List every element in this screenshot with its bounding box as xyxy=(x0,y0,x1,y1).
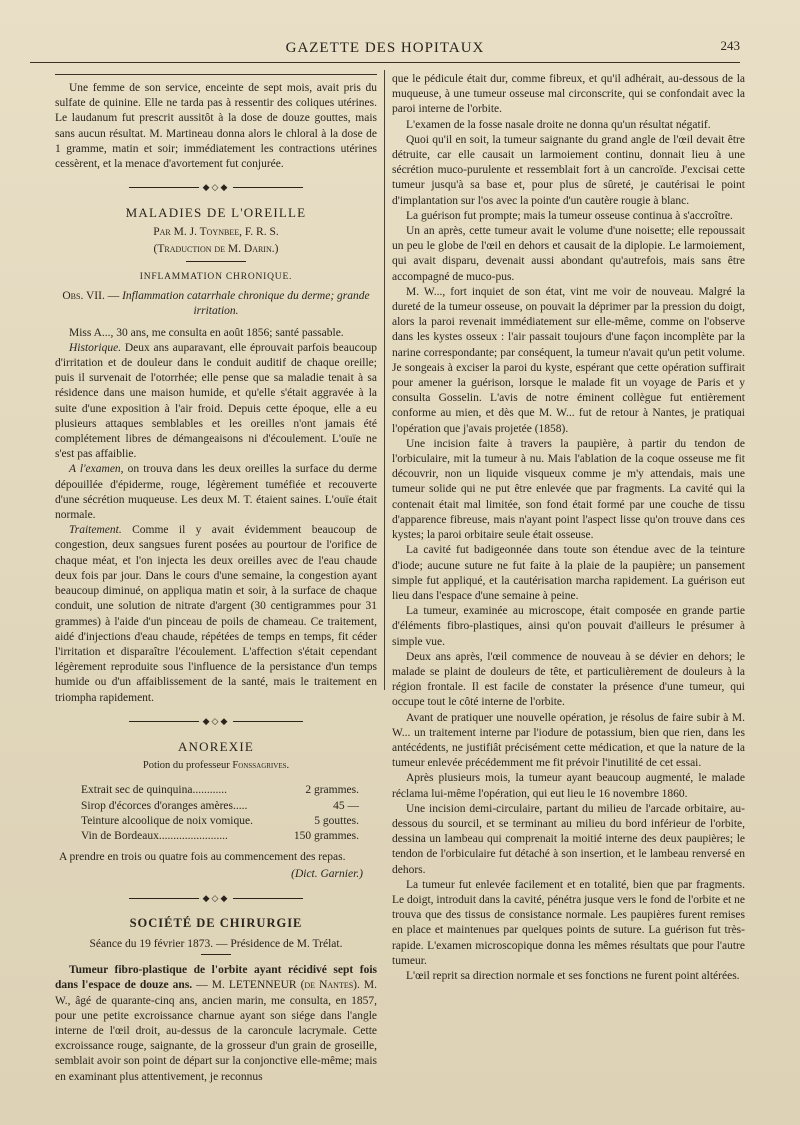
right-column xyxy=(392,72,745,984)
top-rule xyxy=(55,74,377,75)
observation-label: Obs. VII. — xyxy=(62,290,120,303)
paragraph: Avant de pratiquer une nouvelle opération, je résolus de faire subir à M. W... un traitement interne par l'iodure de potassium, bien que rien, dans les antécédents, ne justifiât précisément cette médication, et que la nature de la tumeur enlevée précédemment me fit prévoir l'inutilité de cet essai. xyxy=(392,711,745,770)
recipe-row: Sirop d'écorces d'oranges amères..... 45 — xyxy=(81,799,359,812)
paragraph: La tumeur, examinée au microscope, était composée en grande partie d'éléments fibro-plastiques, ainsi qu'on pouvait d'ailleurs le présumer à simple vue. xyxy=(392,605,745,648)
paragraph: L'œil reprit sa direction normale et ses fonctions ne furent point altérées. xyxy=(406,969,740,982)
recipe-note: A prendre en trois ou quatre fois au commencement des repas. xyxy=(59,851,346,864)
potion-subtitle-prefix: Potion du professeur xyxy=(142,760,230,772)
case-text: M. W., âgé de quarante-cinq ans, ancien marin, me consulta, en 1857, pour une petite excroissance charnue ayant son siége dans l'angle interne de l'œil droit, au-dessus de la caroncule lacrymale. Cette excroissance rouge, saignante, de la grosseur d'un grain de groseille, semblait avoir son point de départ sur la conjonctive elle-même; mais en examinant plus attentivement, je reconnus xyxy=(55,979,378,1083)
paragraph: La tumeur fut enlevée facilement et en totalité, bien que par fragments. Le doigt, introduit dans la cavité, pénétra jusque vers le fond de l'orbite et ne trouva que des tissus de consistance normale. Les paupières furent remises en place et maintenues par quelques points de suture. La guérison fut très-rapide. L'examen microscopique donna les mêmes résultats que pour l'autre tumeur. xyxy=(392,878,745,967)
section-author: Par M. J. Toynbee, F. R. S. xyxy=(153,225,279,238)
potion-subtitle xyxy=(55,758,377,773)
paragraph: La guérison fut prompte; mais la tumeur osseuse continua à s'accroître. xyxy=(406,209,733,222)
session-line: Séance du 19 février 1873. — Présidence de M. Trélat. xyxy=(89,937,343,950)
paragraph: Après plusieurs mois, la tumeur ayant beaucoup augmenté, le malade réclama lui-même l'opération, qui eut lieu le 16 novembre 1860. xyxy=(392,772,745,800)
observation-title: Inflammation catarrhale chronique du derme; grande irritation. xyxy=(122,290,370,318)
exam-label: A l'examen, xyxy=(69,463,124,476)
section-title-oreille: MALADIES DE L'OREILLE xyxy=(125,205,307,221)
treatment-label: Traitement. xyxy=(69,524,122,537)
ornament-divider: ◆◇◆ xyxy=(55,891,377,906)
history-label: Historique. xyxy=(69,341,122,354)
paragraph: Une incision faite à travers la paupière, à partir du tendon de l'orbiculaire, mit la tumeur à nu. Mais l'ablation de la coque osseuse me fit découvrir, non un liquide visqueux comme je m'y attendais, mais une tumeur solide qui ne put être enlevée que par fragments. La cavité qui la contenait était mal limitée, son fond était formé par une couche de tissu d'apparence fibreuse, mais n'ayant point l'aspect lisse qu'on trouve dans ces kystes; la paroi orbitaire seule était osseuse. xyxy=(392,437,745,542)
recipe-source: (Dict. Garnier.) xyxy=(291,868,363,881)
paragraph: L'examen de la fosse nasale droite ne donna qu'un résultat négatif. xyxy=(406,118,711,131)
ornament-divider: ◆◇◆ xyxy=(55,714,377,729)
exam-paragraph xyxy=(55,462,377,523)
exam-text: on trouva dans les deux oreilles la surface du derme dépouillée d'épiderme, rouge, légèrement tuméfiée et recouverte d'une sécrétion muqueuse. Les deux M. T. étaient saines. L'ouïe était normale. xyxy=(55,463,377,522)
history-text: Deux ans auparavant, elle éprouvait parfois beaucoup d'irritation et de douleur dans le conduit auditif de chaque oreille; puis il survenait de l'otorrhée; elle pense que sa maladie tenait à sa résidence dans une maison humide, et qu'elle s'était aggravée à la suite d'une exposition à l'air froid. Depuis cette époque, elle a eu plusieurs attaques semblables et les oreilles n'ont jamais été complétement libres de démangeaisons ni d'écoulement. L'ouïe ne s'est pas affaiblie. xyxy=(55,341,377,461)
history-paragraph xyxy=(55,341,377,463)
paragraph: M. W..., fort inquiet de son état, vint me voir de nouveau. Malgré la dureté de la tumeur osseuse, on pouvait la déprimer par la pression du doigt, alors la paroi revenait immédiatement sur elle-même, comme on l'observe dans les kystes osseux : l'air passait toujours d'une façon incomplète par la narine correspondante; par conséquent, la tumeur n'avait qu'un petit volume. Je songeais à exciser la paroi du kyste, espérant que cette opération suffirait pour amener la guérison, lorsque le malade fit un voyage de Paris et y consulta Gosselin. L'avis de notre éminent collègue fut entièrement conforme au mien, et dès que M. W... fut de retour à Nantes, je pratiquai l'opération que j'avais projetée (1858). xyxy=(392,285,745,435)
paragraph: Un an après, cette tumeur avait le volume d'une noisette; elle repoussait un peu le globe de l'œil en dehors et causait de la diplopie. Le larmoiement, qui avait disparu, devenait aussi abondant qu'autrefois, mais sans être accompagné de muco-pus. xyxy=(392,225,745,283)
case-paragraph xyxy=(55,963,377,1085)
section-title-anorexie: ANOREXIE xyxy=(177,738,255,754)
subsection-title: INFLAMMATION CHRONIQUE. xyxy=(139,272,293,283)
column-rule xyxy=(384,70,385,690)
paragraph: Quoi qu'il en soit, la tumeur saignante du grand angle de l'œil devait être détruite, car elle causait un larmoiement continu, donnait lieu à une sécrétion muco-purulente et ressemblait fort à un cancroïde. J'excisai cette tumeur jusqu'à sa base et, pour plus de sûreté, je cautérisai le point d'implantation sur l'os avec la pointe d'un cautère rougie à blanc. xyxy=(392,133,745,207)
case-author: — M. LETENNEUR (de Nantes). xyxy=(196,979,360,992)
paragraph: Deux ans après, l'œil commence de nouveau à se dévier en dehors; le malade se plaint de douleurs de tête, et particulièrement de douleurs à la région frontale. Il est facile de constater la présence d'une tumeur, qui occupe tout le côté interne de l'orbite. xyxy=(392,650,745,709)
recipe-list xyxy=(55,783,377,844)
page-header xyxy=(30,36,740,63)
recipe-row: Extrait sec de quinquina............ 2 grammes. xyxy=(81,784,359,797)
recipe-row: Teinture alcoolique de noix vomique. 5 gouttes. xyxy=(81,814,359,827)
section-title-societe: SOCIÉTÉ DE CHIRURGIE xyxy=(129,915,303,930)
short-rule xyxy=(186,261,246,262)
tiny-rule xyxy=(201,954,231,955)
intro-paragraph: Une femme de son service, enceinte de sept mois, avait pris du sulfate de quinine. Elle ne tarda pas à ressentir des coliques utérines. Le laudanum fut prescrit aussitôt à la dose de douze gouttes, mais sans aucun résultat. M. Martineau donna alors le chloral à la dose de 1 gramme, matin et soir; immédiatement les contractions utérines cessèrent, et la menace d'avortement fut conjurée. xyxy=(55,82,377,171)
case-title: Tumeur fibro-plastique de l'orbite ayant récidivé sept fois dans l'espace de douze ans. xyxy=(55,964,377,992)
recipe-row: Vin de Bordeaux........................ 150 grammes. xyxy=(81,829,359,842)
potion-author: Fonssagrives. xyxy=(232,760,290,772)
paragraph: La cavité fut badigeonnée dans toute son étendue avec de la teinture d'iode; aucune suture ne fut faite à la plaie de la paupière; un pansement simple fut appliqué, et la cautérisation marcha rapidement. La guérison eut lieu dans l'espace d'une semaine à peine. xyxy=(392,544,745,602)
section-translation: (Traduction de M. Darin.) xyxy=(153,242,279,255)
paragraph: Une incision demi-circulaire, partant du milieu de l'arcade orbitaire, au-dessous du sourcil, et se terminant au milieu du bord inférieur de l'orbite, dessina un lambeau qui comprenait la moitié interne des deux paupières; le tendon de l'orbiculaire fut détaché à son insertion, et le lambeau renversé en dehors. xyxy=(392,802,745,876)
ornament-divider: ◆◇◆ xyxy=(55,180,377,195)
case-intro: Miss A..., 30 ans, me consulta en août 1856; santé passable. xyxy=(69,326,344,339)
paragraph: que le pédicule était dur, comme fibreux, et qu'il adhérait, au-dessous de la muqueuse, à une tumeur osseuse mal circonscrite, qui se confondait avec la paroi interne de l'orbite. xyxy=(392,73,745,116)
running-title: GAZETTE DES HOPITAUX xyxy=(285,40,485,56)
treatment-text: Comme il y avait évidemment beaucoup de congestion, deux sangsues furent posées au pourtour de l'orifice de chaque méat, et l'on injecta les deux oreilles avec de l'eau chaude deux fois par jour. Dans le cours d'une semaine, la congestion ayant beaucoup diminué, on appliqua matin et soir, à la surface de chaque conduit, une solution de nitrate d'argent (30 centigrammes pour 31 grammes) à l'aide d'un pinceau de poils de chameau. Ce traitement, aidé d'injections d'eau chaude, répétées de temps en temps, fit céder l'irritation et disparaître l'écoulement. L'affection s'était cependant légèrement reproduite sous l'influence de la persistance d'un temps humide ou d'un affaiblissement de la santé, mais le traitement en triompha rapidement. xyxy=(55,524,377,704)
left-column xyxy=(55,72,377,1085)
treatment-paragraph xyxy=(55,523,377,705)
page-number: 243 xyxy=(720,38,740,53)
observation-heading xyxy=(55,289,377,319)
